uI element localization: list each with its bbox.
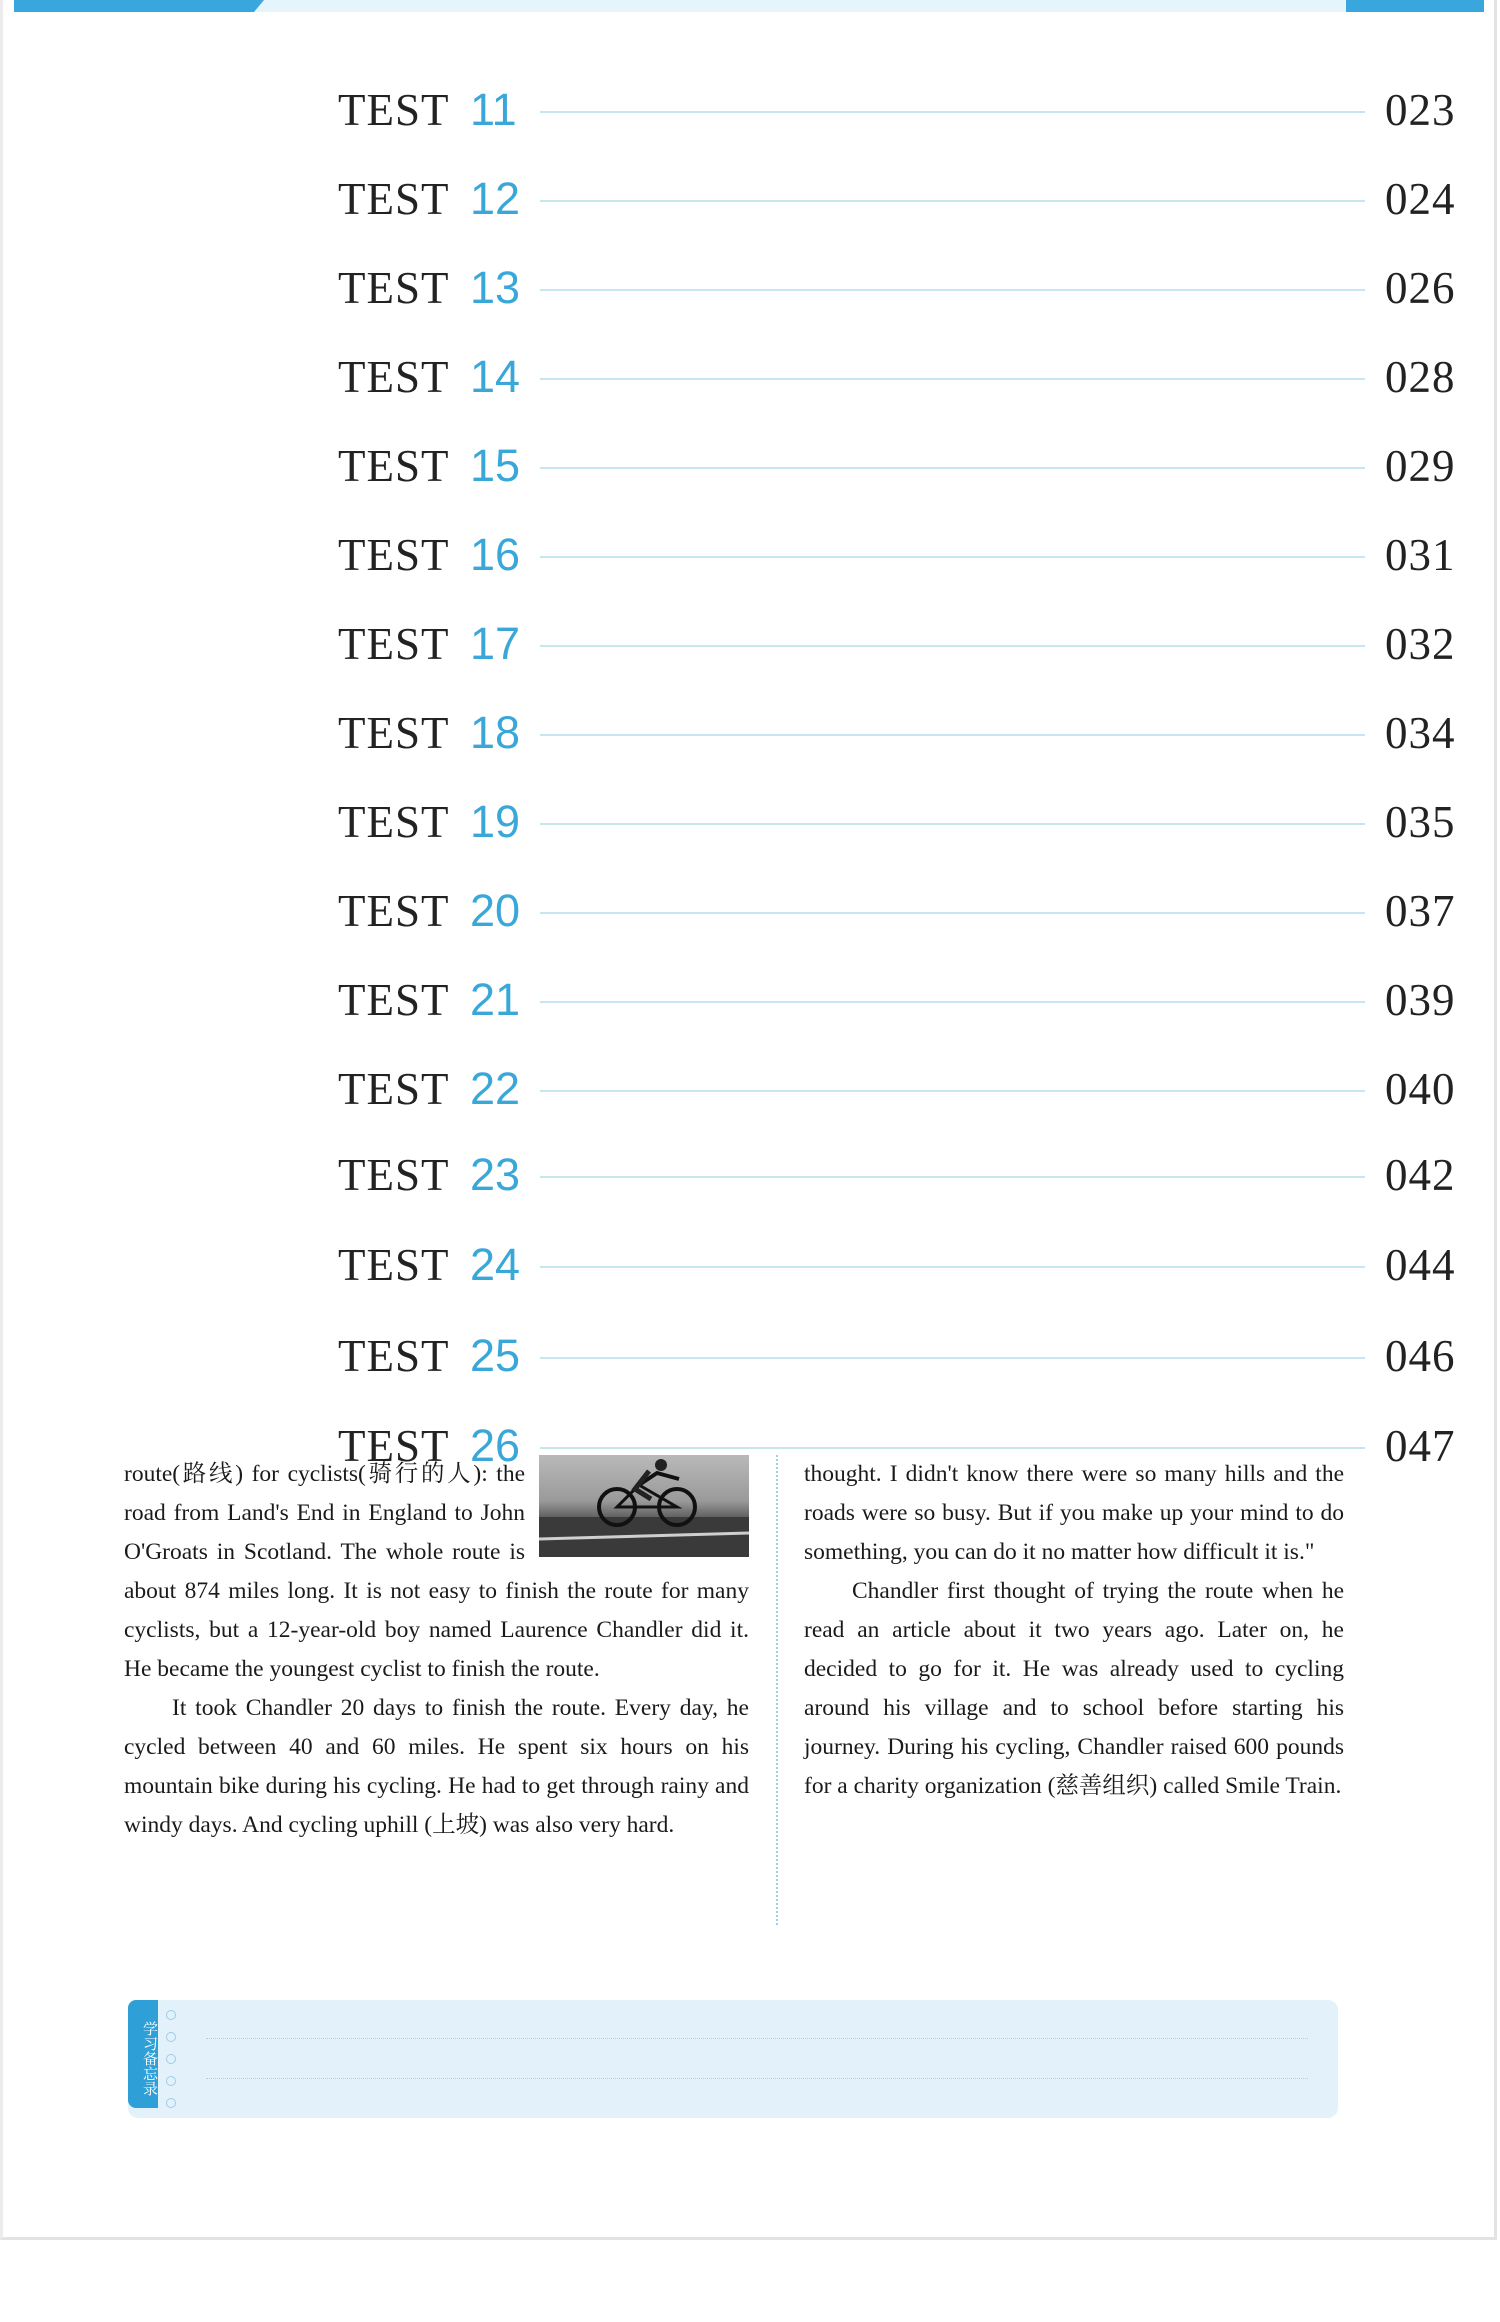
toc-entry-number: 26 [470,1420,521,1471]
toc-entry[interactable] [0,258,1500,318]
toc-entry[interactable] [0,80,1500,140]
leader-line [540,1357,1365,1359]
toc-entry[interactable] [0,792,1500,852]
leader-line [540,200,1365,202]
toc-entry-number: 13 [470,262,521,313]
toc-entry-page: 026 [1385,263,1456,313]
header-right-tab [1346,0,1484,12]
leader-line [540,1447,1365,1449]
binder-rings [166,2010,182,2110]
ring-icon [166,2010,176,2020]
toc-entry-number: 15 [470,440,521,491]
leader-line [540,378,1365,380]
toc-entry-label: TEST [338,352,450,402]
leader-line [540,556,1365,558]
toc-entry-page: 031 [1385,530,1456,580]
article-paragraph: route(路线) for cyclists(骑行的人): the road from Land's End in England to John O'Groats in Scotland. The whole route is about 874 miles long. It is not easy to finish the route for many cyclists, but a 12-year-old boy named Laurence Chandler did it. He became the youngest cyclist to finish the route. [124,1461,749,1682]
toc-entry-label: TEST [338,619,450,669]
toc-entry-page: 047 [1385,1421,1456,1471]
toc-entry-label: TEST [338,1240,450,1290]
toc-entry-label: TEST [338,85,450,135]
toc-entry-page: 024 [1385,174,1456,224]
leader-line [540,1176,1365,1178]
leader-line [540,734,1365,736]
article-overlay [124,1455,1344,1925]
toc-entry-page: 032 [1385,619,1456,669]
article-paragraph: It took Chandler 20 days to finish the route. Every day, he cycled between 40 and 60 miles. He spent six hours on his mountain bike during his cycling. He had to get through rainy and windy days. And cycling uphill (上坡) was also very hard. [124,1695,749,1838]
toc-entry[interactable] [0,436,1500,496]
toc-entry-label: TEST [338,886,450,936]
toc-entry-number: 24 [470,1239,521,1290]
leader-line [540,823,1365,825]
cyclist-photo [539,1455,749,1557]
toc-entry-page: 029 [1385,441,1456,491]
toc-entry[interactable] [0,1326,1500,1386]
leader-line [540,289,1365,291]
toc-entry-page: 023 [1385,85,1456,135]
toc-entry[interactable] [0,881,1500,941]
ring-icon [166,2054,176,2064]
toc-entry-page: 046 [1385,1331,1456,1381]
toc-entry-label: TEST [338,1331,450,1381]
toc-entry-label: TEST [338,174,450,224]
toc-entry-page: 042 [1385,1150,1456,1200]
toc-entry-page: 044 [1385,1240,1456,1290]
toc-entry-label: TEST [338,1421,450,1471]
notes-tab-label: 学习备忘录 [128,2000,158,2108]
leader-line [540,467,1365,469]
article-paragraph: Chandler first thought of trying the route when he read an article about it two years ago. Later on, he decided to go for it. He was already used to cycling around his village and to school before starting his journey. During his cycling, Chandler raised 600 pounds for a charity organization (慈善组织) called Smile Train. [804,1578,1344,1799]
ring-icon [166,2098,176,2108]
leader-line [540,645,1365,647]
toc-entry[interactable] [0,169,1500,229]
toc-entry-label: TEST [338,263,450,313]
toc-entry-page: 039 [1385,975,1456,1025]
ring-icon [166,2032,176,2042]
article-paragraph: thought. I didn't know there were so many hills and the roads were so busy. But if you make up your mind to do something, you can do it no matter how difficult it is." [804,1461,1344,1565]
header-left-tab [14,0,264,12]
toc-entry[interactable] [0,525,1500,585]
toc-entry-number: 22 [470,1063,521,1114]
toc-entry[interactable] [0,1145,1500,1205]
leader-line [540,1001,1365,1003]
toc-entry-page: 037 [1385,886,1456,936]
toc-entry[interactable] [0,347,1500,407]
toc-entry[interactable] [0,970,1500,1030]
toc-entry-number: 18 [470,707,521,758]
toc-entry-label: TEST [338,1150,450,1200]
toc-entry-number: 20 [470,885,521,936]
article-left-column [124,1455,749,1845]
toc-entry-number: 14 [470,351,521,402]
leader-line [540,1090,1365,1092]
notes-box [128,2000,1338,2118]
leader-line [540,1266,1365,1268]
toc-entry-label: TEST [338,797,450,847]
notes-line [206,2078,1308,2079]
toc-entry[interactable] [0,614,1500,674]
toc-entry-page: 034 [1385,708,1456,758]
leader-line [540,912,1365,914]
toc-entry-label: TEST [338,975,450,1025]
notes-line [206,2038,1308,2039]
toc-entry-number: 19 [470,796,521,847]
toc-entry-page: 035 [1385,797,1456,847]
header-band [14,0,1484,12]
toc-entry-number: 23 [470,1149,521,1200]
toc-entry-number: 17 [470,618,521,669]
toc-entry-label: TEST [338,530,450,580]
toc-entry-page: 040 [1385,1064,1456,1114]
leader-line [540,111,1365,113]
toc-entry[interactable] [0,703,1500,763]
toc-entry[interactable] [0,1059,1500,1119]
toc-entry-label: TEST [338,708,450,758]
toc-entry-label: TEST [338,441,450,491]
toc-entry-page: 028 [1385,352,1456,402]
toc-entry-number: 21 [470,974,521,1025]
toc-entry-number: 12 [470,173,521,224]
article-right-column [804,1455,1344,1806]
ring-icon [166,2076,176,2086]
toc-entry[interactable] [0,1235,1500,1295]
toc-entry-number: 11 [470,84,517,135]
column-divider [776,1455,778,1925]
toc-entry-number: 16 [470,529,521,580]
toc-entry-number: 25 [470,1330,521,1381]
toc-entry-label: TEST [338,1064,450,1114]
